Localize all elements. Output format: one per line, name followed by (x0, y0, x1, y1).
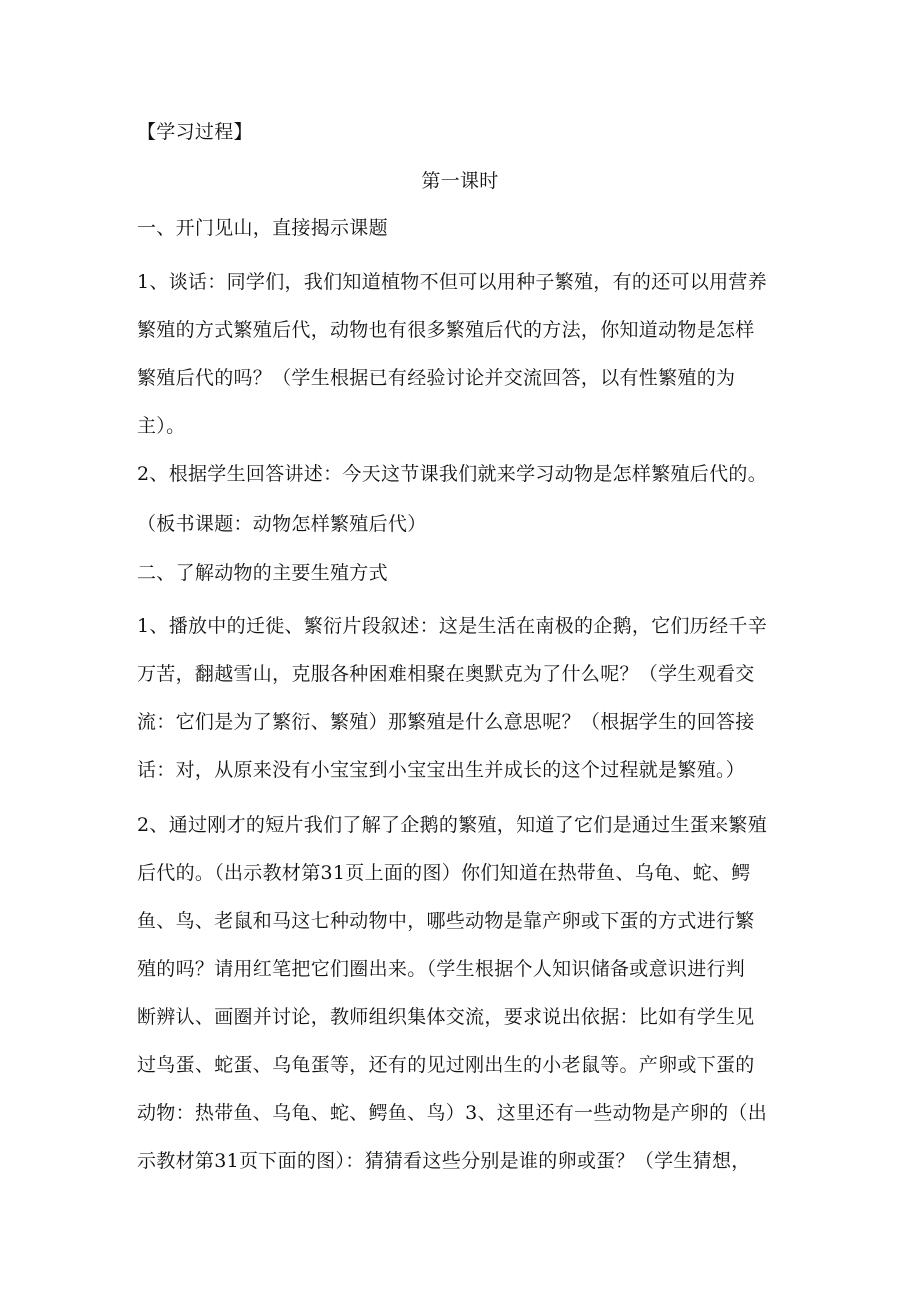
paragraph-line: 繁殖后代的吗？（学生根据已有经验讨论并交流回答，以有性繁殖的为 (137, 367, 736, 389)
paragraph-line: 动物：热带鱼、乌龟、蛇、鳄鱼、鸟）3、这里还有一些动物是产卵的（出 (137, 1102, 767, 1124)
paragraph-line: 示教材第31页下面的图）：猜猜看这些分别是谁的卵或蛋？（学生猜想， (137, 1150, 751, 1172)
paragraph-line: 话：对，从原来没有小宝宝到小宝宝出生并成长的这个过程就是繁殖。） (137, 759, 746, 781)
paragraph-line: 后代的。（出示教材第31页上面的图）你们知道在热带鱼、乌龟、蛇、鳄 (137, 862, 751, 884)
section-heading: 【学习过程】 (137, 121, 253, 143)
paragraph-line: 断辨认、画圈并讨论，教师组织集体交流，要求说出依据：比如有学生见 (137, 1006, 755, 1028)
part1-heading: 一、开门见山，直接揭示课题 (137, 217, 388, 239)
paragraph-line: 主）。 (137, 415, 186, 437)
paragraph-line: 2、通过刚才的短片我们了解了企鹅的繁殖，知道了它们是通过生蛋来繁殖 (137, 814, 767, 836)
lesson-title: 第一课时 (421, 170, 499, 192)
paragraph-line: 过鸟蛋、蛇蛋、乌龟蛋等，还有的见过刚出生的小老鼠等。产卵或下蛋的 (137, 1054, 755, 1076)
board-title: （板书课题：动物怎样繁殖后代） (137, 513, 427, 535)
part2-heading: 二、了解动物的主要生殖方式 (137, 562, 388, 584)
paragraph-line: 鱼、鸟、老鼠和马这七种动物中，哪些动物是靠产卵或下蛋的方式进行繁 (137, 910, 755, 932)
paragraph-line: 万苦，翻越雪山，克服各种困难相聚在奥默克为了什么呢？（学生观看交 (137, 663, 755, 685)
paragraph-line: 1、播放中的迁徙、繁衍片段叙述：这是生活在南极的企鹅，它们历经千辛 (137, 615, 767, 637)
paragraph-line: 繁殖的方式繁殖后代，动物也有很多繁殖后代的方法，你知道动物是怎样 (137, 319, 755, 341)
paragraph-line: 1、谈话：同学们，我们知道植物不但可以用种子繁殖，有的还可以用营养 (137, 271, 767, 293)
paragraph-line: 流：它们是为了繁衍、繁殖）那繁殖是什么意思呢？（根据学生的回答接 (137, 711, 755, 733)
paragraph-line: 殖的吗？请用红笔把它们圈出来。（学生根据个人知识储备或意识进行判 (137, 958, 746, 980)
paragraph-line: 2、根据学生回答讲述：今天这节课我们就来学习动物是怎样繁殖后代的。 (137, 463, 767, 485)
